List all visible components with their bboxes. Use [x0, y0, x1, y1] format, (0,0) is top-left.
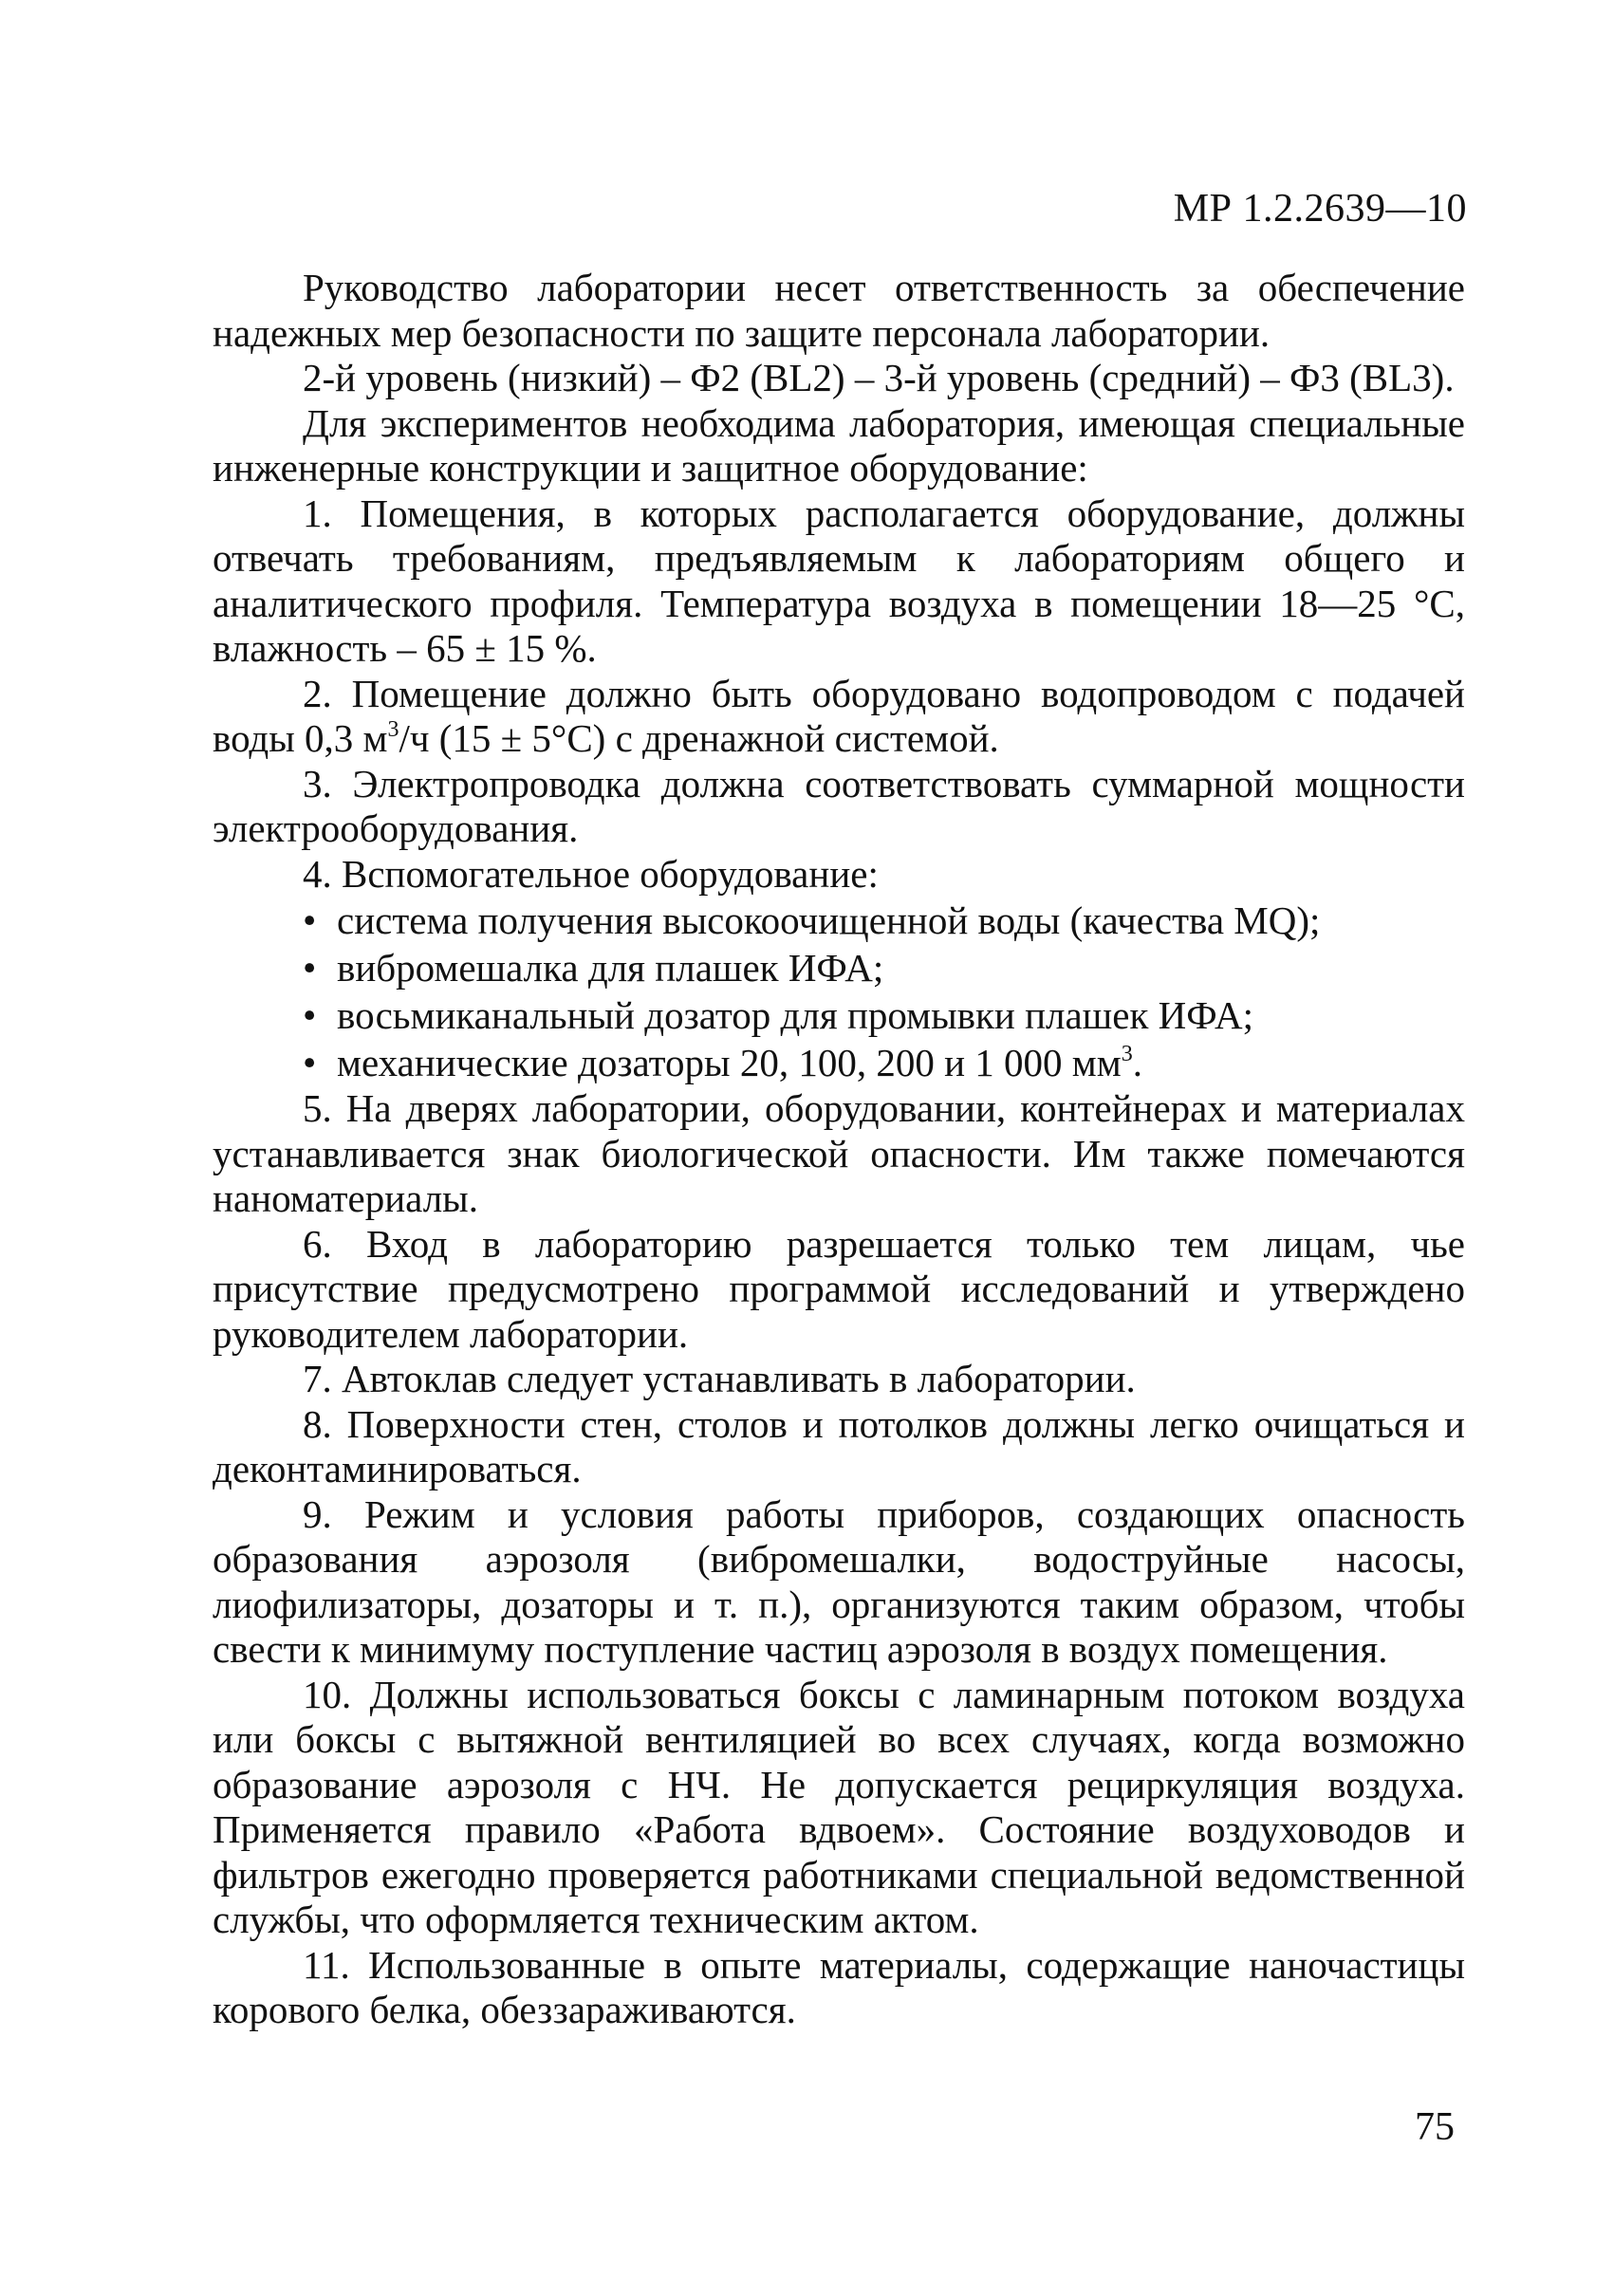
- item-4: 4. Вспомогательное оборудование:: [303, 851, 879, 896]
- bullet-icon: •: [303, 993, 317, 1037]
- list-item-period: .: [1132, 1041, 1142, 1084]
- item-11: 11. Использованные в опыте материалы, содержащие наночастицы корового белка, обеззараживаются.: [213, 1942, 1465, 2031]
- item-9: 9. Режим и условия работы приборов, создающих опасность образования аэрозоля (вибромешалки, водоструйные насосы, лиофилизаторы, дозаторы и т. п.), организуются таким образом, чтобы свести к минимуму поступление частиц аэрозоля в воздух помещения.: [213, 1491, 1465, 1671]
- item-2-text: 2. Помещение должно быть оборудовано водопроводом с подачей воды 0,3 м: [213, 671, 1465, 760]
- page-body: [213, 266, 1465, 2033]
- bullet-icon: •: [303, 1041, 317, 1084]
- item-10: 10. Должны использоваться боксы с ламинарным потоком воздуха или боксы с вытяжной вентиляцией во всех случаях, когда возможно образование аэрозоля с НЧ. Не допускается рециркуляция воздуха. Применяется правило «Работа вдвоем». Состояние воздуховодов и фильтров ежегодно проверяется работниками специальной ведомственной службы, что оформляется техническим актом.: [213, 1672, 1465, 1941]
- item-5: 5. На дверях лаборатории, оборудовании, контейнерах и материалах устанавливается знак биологической опасности. Им также помечаются наноматериалы.: [213, 1086, 1465, 1220]
- paragraph-safety-levels: 2-й уровень (низкий) – Ф2 (BL2) – 3-й уровень (средний) – Ф3 (BL3).: [303, 356, 1455, 399]
- item-1: 1. Помещения, в которых располагается оборудование, должны отвечать требованиям, предъявляемым к лабораториям общего и аналитического профиля. Температура воздуха в помещении 18—25 °С, влажность – 65 ± 15 %.: [213, 491, 1465, 670]
- item-2: [213, 672, 1465, 762]
- document-code: МР 1.2.2639—10: [1173, 187, 1467, 231]
- list-item: [303, 991, 1465, 1039]
- equipment-list: [213, 897, 1465, 1086]
- bullet-icon: •: [303, 898, 317, 942]
- paragraph-intro: Для экспериментов необходима лаборатория, имеющая специальные инженерные конструкции и защитное оборудование:: [213, 400, 1465, 490]
- list-item-superscript: 3: [1121, 1042, 1133, 1066]
- item-7: 7. Автоклав следует устанавливать в лаборатории.: [303, 1357, 1136, 1400]
- list-item-text: система получения высокоочищенной воды (качества MQ);: [337, 898, 1321, 942]
- page-number: 75: [1415, 2105, 1455, 2149]
- paragraph-responsibility: Руководство лаборатории несет ответственность за обеспечение надежных мер безопасности по защите персонала лаборатории.: [213, 266, 1465, 355]
- item-8: 8. Поверхности стен, столов и потолков должны легко очищаться и деконтаминироваться.: [213, 1401, 1465, 1491]
- item-3: 3. Электропроводка должна соответствовать суммарной мощности электрооборудования.: [213, 761, 1465, 850]
- list-item-text: механические дозаторы 20, 100, 200 и 1 000 мм: [337, 1041, 1122, 1084]
- item-6: 6. Вход в лабораторию разрешается только тем лицам, чье присутствие предусмотрено программой исследований и утверждено руководителем лаборатории.: [213, 1221, 1465, 1356]
- list-item: [303, 1039, 1465, 1086]
- item-2-text-end: /ч (15 ± 5°С) с дренажной системой.: [399, 716, 999, 760]
- bullet-icon: •: [303, 946, 317, 990]
- item-2-superscript: 3: [387, 717, 399, 742]
- list-item-text: восьмиканальный дозатор для промывки плашек ИФА;: [337, 993, 1254, 1037]
- list-item-text: вибромешалка для плашек ИФА;: [337, 946, 884, 990]
- list-item: [303, 944, 1465, 991]
- list-item: [303, 897, 1465, 944]
